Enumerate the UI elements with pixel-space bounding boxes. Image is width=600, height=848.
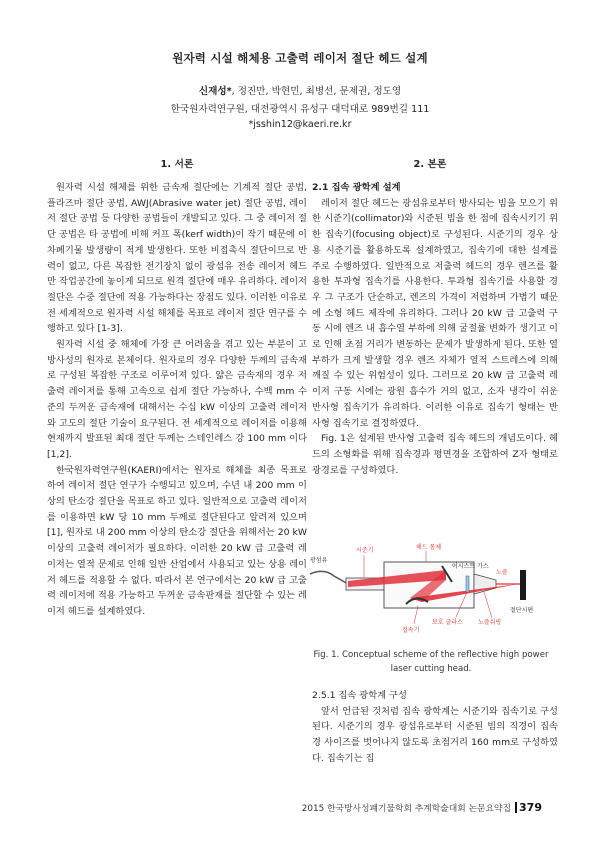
label-fiber: 광섬유 (310, 557, 328, 564)
intro-paragraph-2: 원자력 시설 중 해체에 가장 큰 어려움을 겪고 있는 부분이 고방사성의 원자로 본체이다. 원자로의 경우 다양한 두께의 금속재로 구성된 복잡한 구조로 이루어져 있다. 얇은 금속재의 경우 저출력 레이저를 통해 고속으로 쉽게 절단 가능하나, 수백 mm 수준의 두꺼운 금속재에 대해서는 수십 kW 이상의 고출력 레이저와 고도의 절단 기술이 요구된다. 전 세계적으로 레이저를 이용해 현재까지 발표된 최대 절단 두께는 스테인레스 강 100 mm 이다 [1,2]. (47, 339, 307, 460)
label-assist-gas: 어시스트 가스 (452, 563, 489, 570)
intro-paragraph-3: 한국원자력연구원(KAERI)에서는 원자로 해체를 최종 목표로 하여 레이저 절단 연구가 수행되고 있으며, 수년 내 200 mm 이상의 탄소강 절단을 목표로 하고 있다. 일반적으로 고출력 레이저를 이용하면 kW 당 10 mm 두께로 절단된다고 알려져 있으며[1], 원자로 내 200 mm 이상의 탄소강 절단을 위해서는 20 kW 이상의 고출력 레이저가 필요하다. 이러한 20 kW 급 고출력 레이저는 열적 문제로 인해 일반 산업에서 사용되고 있는 상용 레이저 헤드를 적용할 수 없다. 따라서 본 연구에서는 20 kW 급 고출력 레이저에 적용 가능하고 두꺼운 금속판재를 절단할 수 있는 레이저 헤드를 설계하였다. (47, 464, 307, 617)
author-line (0, 83, 600, 97)
paper-title: 원자력 시설 해체용 고출력 레이저 절단 헤드 설계 (172, 51, 428, 65)
page-footer (302, 801, 542, 814)
subsection-heading-2-1: 2.1 집속 광학계 설계 (312, 182, 401, 193)
figure-1-diagram (306, 540, 556, 648)
right-column-body (312, 180, 558, 478)
lead-author: 신재성* (198, 86, 232, 97)
label-nozzle: 노즐 (496, 569, 508, 576)
co-authors: , 정진만, 박현민, 최병선, 문제권, 정도영 (231, 86, 402, 97)
label-cut-specimen: 절단시편 (510, 607, 534, 614)
footer-divider (515, 802, 517, 813)
intro-paragraph-1: 원자력 시설 해체를 위한 금속재 절단에는 기계적 절단 공법, 플라즈마 절단 공법, AWJ(Abrasive water jet) 절단 공법, 레이저 절단 공법 등 다양한 공법들이 개발되고 있다. 그 중 레이저 절단 공법은 타 공법에 비해 커프 폭(kerf width)이 작기 때문에 이차폐기물 발생량이 적게 발생한다. 또한 비접촉식 절단이므로 반력이 없고, 다른 복잡한 전기장치 없이 광섬유 전송 레이저 헤드만 작업공간에 놓이게 되므로 원격 절단에 매우 유리하다. 레이저 절단은 수중 절단에 적용 가능하다는 장점도 있다. 이러한 이유로 전 세계적으로 원자력 시설 해체를 목표로 레이저 절단 연구를 수행하고 있다 [1-3]. (47, 182, 307, 335)
body-paragraph-1: 레이저 절단 헤드는 광섬유로부터 방사되는 빔을 모으기 위한 시준기(collimator)와 시준된 빔을 한 점에 집속시키기 위한 집속기(focusing object)로 구성된다. 시준기의 경우 상용 시준기를 활용하도록 설계하였고, 집속기에 대한 설계를 주로 수행하였다. 일반적으로 저출력 헤드의 경우 렌즈를 활용한 투과형 집속기를 사용한다. 투과형 집속기를 사용할 경우 그 구조가 단순하고, 렌즈의 가격이 저렴하며 가볍기 때문에 소형 헤드 제작에 유리하다. 그러나 20 kW 급 고출력 구동 시에 렌즈 내 흡수열 부하에 의해 굴절률 변화가 생기고 이로 인해 초점 거리가 변동하는 문제가 발생하게 된다. 또한 열 부하가 크게 발생할 경우 렌즈 자체가 열적 스트레스에 의해 깨질 수 있는 위험성이 있다. 그러므로 20 kW 급 고출력 레이저 구동 시에는 광원 흡수가 거의 없고, 소자 냉각이 쉬운 반사형 집속기가 유리하다. 이러한 이유로 집속기 형태는 반사형 집속기로 결정하였다. (312, 197, 558, 429)
label-cover-glass: 보호 글라스 (432, 619, 463, 626)
label-head-body: 헤드 몸체 (416, 544, 442, 551)
right-column-continued (312, 688, 558, 767)
section-heading-body: 2. 본론 (413, 159, 447, 170)
email: *jsshin12@kaeri.re.kr (248, 119, 352, 130)
left-column-body (47, 180, 307, 620)
cover-glass (466, 576, 469, 592)
cut-specimen-block (520, 570, 526, 600)
footer-proceedings: 2015 한국방사성폐기물학회 추계학술대회 논문요약집 (301, 804, 512, 814)
label-nozzle-cooling: 노즐쉬링 (478, 619, 502, 626)
label-collimator: 시준기 (356, 547, 374, 554)
subsection-heading-2-5-1: 2.5.1 집속 광학계 구성 (312, 690, 407, 701)
body-paragraph-3: 앞서 언급된 것처럼 집속 광학계는 시준기와 집속기로 구성된다. 시준기의 경우 광섬유로부터 시준된 빔의 직경이 집속경 사이즈를 벗어나지 않도록 초점거리 160 mm로 구성하였다. 집속기는 집 (312, 705, 558, 764)
section-heading-introduction: 1. 서론 (160, 159, 194, 170)
affiliation: 한국원자력연구원, 대전광역시 유성구 대덕대로 989번길 111 (170, 104, 430, 115)
figure-1-caption: Fig. 1. Conceptual scheme of the reflective high power laser cutting head. (313, 650, 549, 674)
laser-head-schematic (306, 540, 556, 648)
body-paragraph-2: Fig. 1은 설계된 반사형 고출력 집속 헤드의 개념도이다. 헤드의 소형화를 위해 집속경과 평면경을 조합하여 Z자 형태로 광경로를 구성하였다. (312, 433, 558, 476)
page-number: 379 (519, 801, 542, 814)
label-focuser: 집속기 (402, 627, 420, 634)
fiber-cable (310, 571, 348, 584)
